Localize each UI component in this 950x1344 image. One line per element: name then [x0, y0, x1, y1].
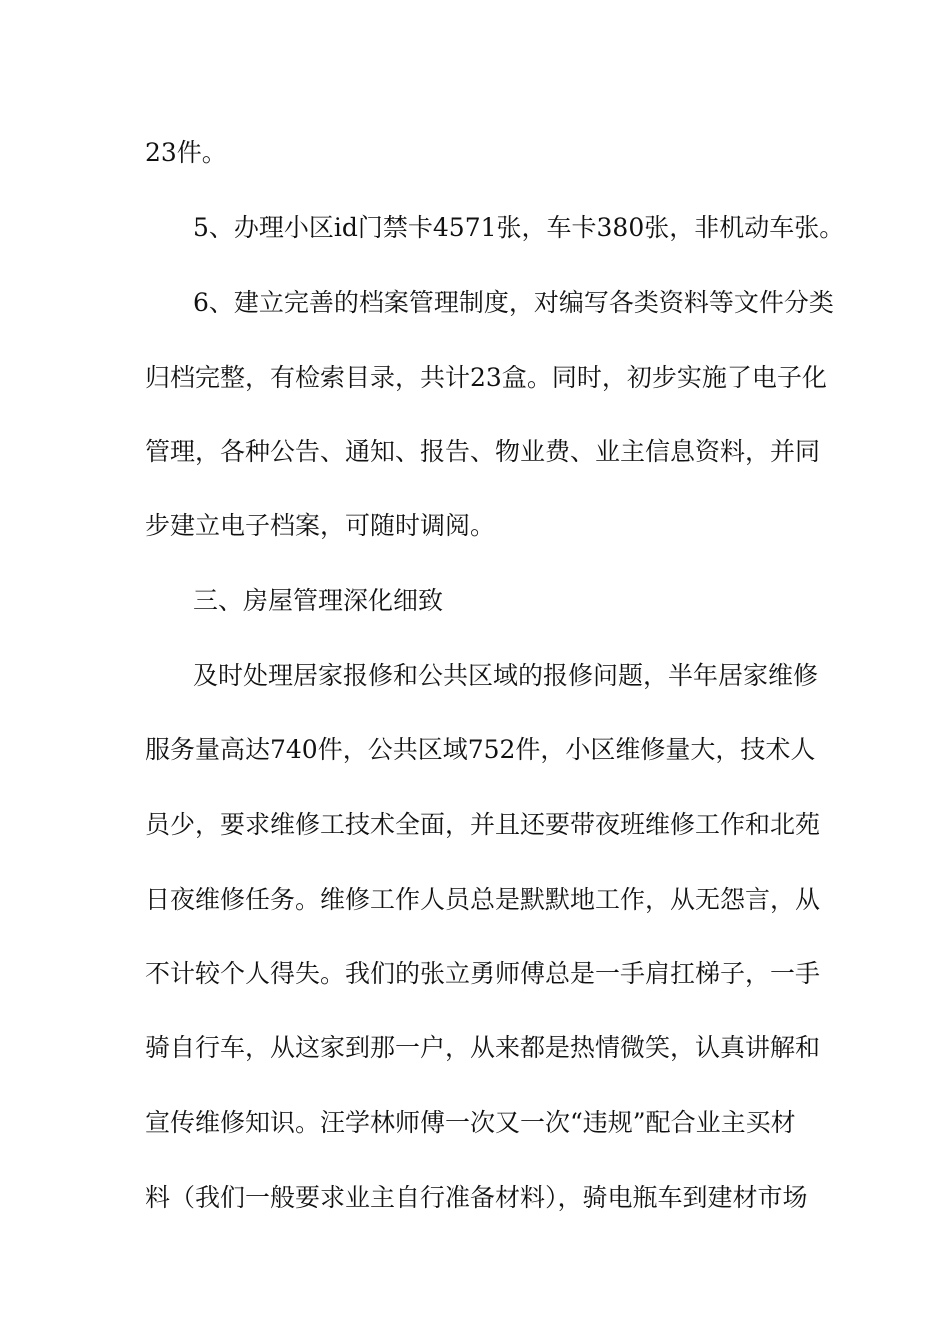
text-line: 宣传维修知识。汪学林师傅一次又一次“违规”配合业主买材	[145, 1108, 796, 1137]
text-line: 骑自行车，从这家到那一户，从来都是热情微笑，认真讲解和	[145, 1033, 821, 1062]
text-line: 日夜维修任务。维修工作人员总是默默地工作，从无怨言，从	[145, 885, 821, 914]
text-line: 23件。	[145, 138, 227, 167]
text-line: 不计较个人得失。我们的张立勇师傅总是一手肩扛梯子，一手	[145, 959, 821, 988]
text-line: 管理，各种公告、通知、报告、物业费、业主信息资料，并同	[145, 437, 821, 466]
section-heading: 三、房屋管理深化细致	[193, 586, 444, 615]
list-item-6: 6、建立完善的档案管理制度，对编写各类资料等文件分类	[193, 288, 834, 317]
text-line: 服务量高达740件，公共区域752件，小区维修量大，技术人	[145, 735, 816, 764]
text-line: 归档完整，有检索目录，共计23盒。同时，初步实施了电子化	[145, 363, 827, 392]
text-line: 步建立电子档案，可随时调阅。	[145, 511, 496, 540]
text-line: 员少，要求维修工技术全面，并且还要带夜班维修工作和北苑	[145, 810, 821, 839]
paragraph-start: 及时处理居家报修和公共区域的报修问题，半年居家维修	[193, 661, 819, 690]
text-line: 料（我们一般要求业主自行准备材料），骑电瓶车到建材市场	[145, 1183, 808, 1212]
list-item-5: 5、办理小区id门禁卡4571张，车卡380张，非机动车张。	[193, 213, 845, 242]
